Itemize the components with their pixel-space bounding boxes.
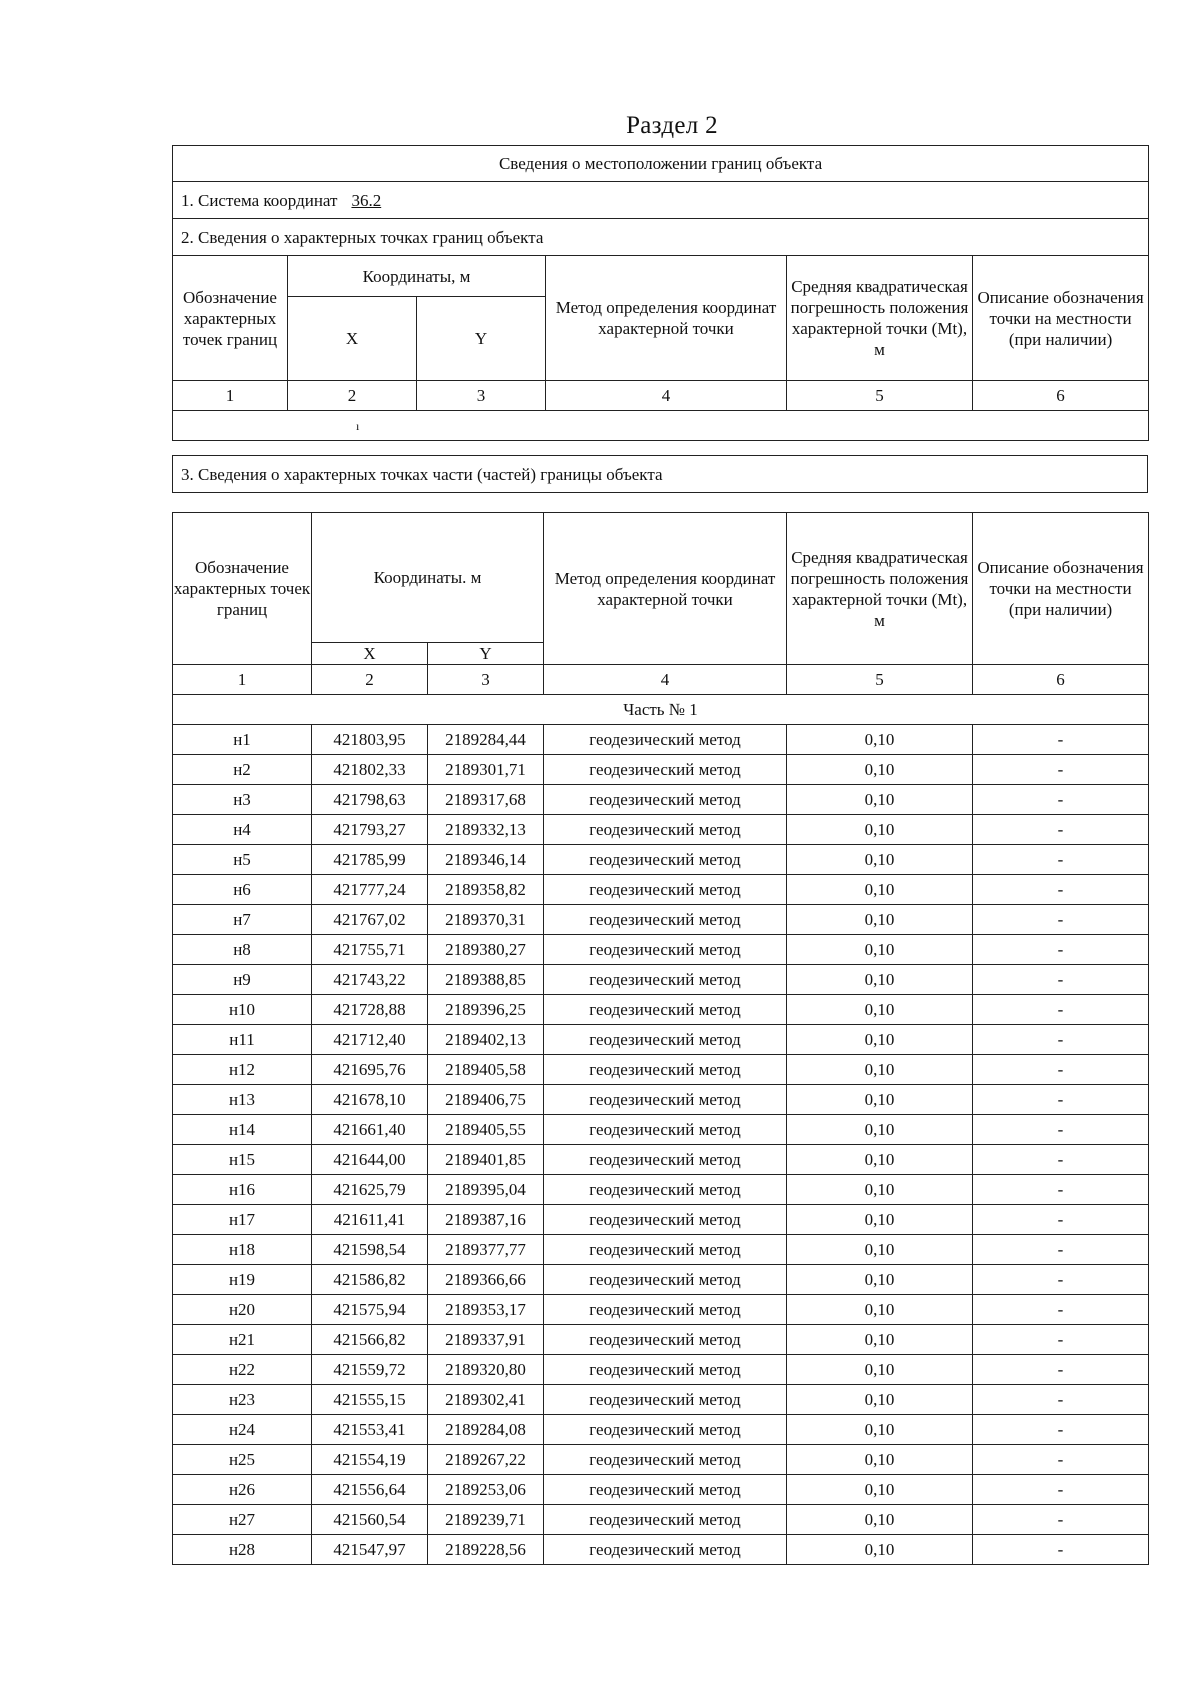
point-x: 421743,22 (312, 965, 428, 995)
point-description: - (973, 1025, 1149, 1055)
point-error: 0,10 (787, 755, 973, 785)
point-method: геодезический метод (544, 1415, 787, 1445)
point-error: 0,10 (787, 1385, 973, 1415)
table-row (173, 725, 1149, 755)
point-y: 2189353,17 (428, 1295, 544, 1325)
point-description: - (973, 755, 1149, 785)
point-x: 421798,63 (312, 785, 428, 815)
point-method: геодезический метод (544, 875, 787, 905)
header-error: Средняя квадратическая погрешность положения характерной точки (Mt), м (787, 513, 973, 665)
point-description: - (973, 935, 1149, 965)
point-error: 0,10 (787, 1505, 973, 1535)
table-row (173, 1235, 1149, 1265)
point-error: 0,10 (787, 1535, 973, 1565)
table-row (173, 1535, 1149, 1565)
table-row (173, 875, 1149, 905)
point-y: 2189320,80 (428, 1355, 544, 1385)
table-row (173, 1355, 1149, 1385)
point-id: н14 (173, 1115, 312, 1145)
point-method: геодезический метод (544, 935, 787, 965)
table-row (173, 1475, 1149, 1505)
section3-heading-box (172, 455, 1148, 493)
point-method: геодезический метод (544, 725, 787, 755)
point-x: 421586,82 (312, 1265, 428, 1295)
point-method: геодезический метод (544, 1445, 787, 1475)
header-coords: Координаты, м (288, 256, 546, 297)
point-error: 0,10 (787, 1475, 973, 1505)
table-row (173, 905, 1149, 935)
point-description: - (973, 1175, 1149, 1205)
point-error: 0,10 (787, 1235, 973, 1265)
point-x: 421712,40 (312, 1025, 428, 1055)
point-error: 0,10 (787, 905, 973, 935)
point-x: 421575,94 (312, 1295, 428, 1325)
point-id: н8 (173, 935, 312, 965)
point-y: 2189380,27 (428, 935, 544, 965)
point-error: 0,10 (787, 1175, 973, 1205)
point-id: н17 (173, 1205, 312, 1235)
point-description: - (973, 1115, 1149, 1145)
point-id: н12 (173, 1055, 312, 1085)
point-description: - (973, 1265, 1149, 1295)
table-row (173, 1415, 1149, 1445)
table-row (173, 815, 1149, 845)
col-number: 1 (173, 665, 312, 695)
col-number: 2 (312, 665, 428, 695)
point-y: 2189346,14 (428, 845, 544, 875)
point-method: геодезический метод (544, 755, 787, 785)
point-y: 2189228,56 (428, 1535, 544, 1565)
point-method: геодезический метод (544, 1385, 787, 1415)
point-id: н26 (173, 1475, 312, 1505)
point-method: геодезический метод (544, 995, 787, 1025)
point-error: 0,10 (787, 845, 973, 875)
point-y: 2189337,91 (428, 1325, 544, 1355)
point-description: - (973, 1475, 1149, 1505)
header-description: Описание обозначения точки на местности (при наличии) (973, 256, 1149, 381)
point-description: - (973, 1505, 1149, 1535)
point-x: 421803,95 (312, 725, 428, 755)
point-description: - (973, 1235, 1149, 1265)
point-error: 0,10 (787, 1265, 973, 1295)
table-row (173, 965, 1149, 995)
table-row (173, 1265, 1149, 1295)
point-y: 2189402,13 (428, 1025, 544, 1055)
col-number: 6 (973, 381, 1149, 411)
point-error: 0,10 (787, 1025, 973, 1055)
header-y: Y (428, 643, 544, 665)
point-method: геодезический метод (544, 785, 787, 815)
point-error: 0,10 (787, 1055, 973, 1085)
point-x: 421555,15 (312, 1385, 428, 1415)
table-row (173, 845, 1149, 875)
point-id: н27 (173, 1505, 312, 1535)
header-designation: Обозначение характерных точек границ (173, 256, 288, 381)
point-description: - (973, 1355, 1149, 1385)
point-y: 2189406,75 (428, 1085, 544, 1115)
point-id: н19 (173, 1265, 312, 1295)
empty-row (173, 411, 1149, 441)
col-number: 5 (787, 381, 973, 411)
header-error: Средняя квадратическая погрешность положения характерной точки (Mt), м (787, 256, 973, 381)
point-description: - (973, 1325, 1149, 1355)
points-table-body (173, 725, 1149, 1565)
point-id: н6 (173, 875, 312, 905)
section-heading: Сведения о местоположении границ объекта (173, 146, 1149, 182)
point-x: 421785,99 (312, 845, 428, 875)
point-x: 421559,72 (312, 1355, 428, 1385)
point-method: геодезический метод (544, 1325, 787, 1355)
point-method: геодезический метод (544, 1535, 787, 1565)
point-y: 2189388,85 (428, 965, 544, 995)
point-y: 2189396,25 (428, 995, 544, 1025)
coord-system-row (173, 182, 1149, 219)
point-description: - (973, 1055, 1149, 1085)
point-method: геодезический метод (544, 845, 787, 875)
point-description: - (973, 1415, 1149, 1445)
point-description: - (973, 995, 1149, 1025)
point-method: геодезический метод (544, 1175, 787, 1205)
point-description: - (973, 785, 1149, 815)
point-method: геодезический метод (544, 1085, 787, 1115)
point-id: н20 (173, 1295, 312, 1325)
point-method: геодезический метод (544, 1055, 787, 1085)
point-description: - (973, 1205, 1149, 1235)
point-method: геодезический метод (544, 1235, 787, 1265)
table-row (173, 755, 1149, 785)
point-error: 0,10 (787, 1325, 973, 1355)
point-description: - (973, 1145, 1149, 1175)
point-y: 2189405,55 (428, 1115, 544, 1145)
col-number: 4 (546, 381, 787, 411)
boundary-info-table (172, 145, 1149, 441)
point-x: 421777,24 (312, 875, 428, 905)
point-y: 2189387,16 (428, 1205, 544, 1235)
point-description: - (973, 965, 1149, 995)
table-row (173, 1325, 1149, 1355)
point-description: - (973, 1295, 1149, 1325)
point-y: 2189401,85 (428, 1145, 544, 1175)
point-id: н13 (173, 1085, 312, 1115)
coord-system-label: 1. Система координат (181, 190, 338, 210)
point-method: геодезический метод (544, 1295, 787, 1325)
point-error: 0,10 (787, 1205, 973, 1235)
point-x: 421728,88 (312, 995, 428, 1025)
table-row (173, 1445, 1149, 1475)
table-row (173, 1145, 1149, 1175)
point-description: - (973, 815, 1149, 845)
point-description: - (973, 845, 1149, 875)
point-method: геодезический метод (544, 1355, 787, 1385)
point-method: геодезический метод (544, 1265, 787, 1295)
point-y: 2189358,82 (428, 875, 544, 905)
point-error: 0,10 (787, 965, 973, 995)
point-x: 421802,33 (312, 755, 428, 785)
point-id: н23 (173, 1385, 312, 1415)
point-description: - (973, 875, 1149, 905)
table-row (173, 785, 1149, 815)
point-id: н24 (173, 1415, 312, 1445)
point-description: - (973, 1385, 1149, 1415)
point-y: 2189253,06 (428, 1475, 544, 1505)
point-method: геодезический метод (544, 815, 787, 845)
header-x: X (312, 643, 428, 665)
point-id: н5 (173, 845, 312, 875)
point-y: 2189377,77 (428, 1235, 544, 1265)
col-number: 3 (428, 665, 544, 695)
table-row (173, 1025, 1149, 1055)
point-id: н21 (173, 1325, 312, 1355)
header-method: Метод определения координат характерной точки (546, 256, 787, 381)
point-y: 2189395,04 (428, 1175, 544, 1205)
point-x: 421793,27 (312, 815, 428, 845)
point-method: геодезический метод (544, 965, 787, 995)
point-id: н7 (173, 905, 312, 935)
table-row (173, 1205, 1149, 1235)
point-error: 0,10 (787, 1355, 973, 1385)
part-label: Часть № 1 (173, 695, 1149, 725)
header-designation: Обозначение характерных точек границ (173, 513, 312, 665)
part-points-table (172, 512, 1149, 1565)
point-error: 0,10 (787, 815, 973, 845)
header-y: Y (417, 297, 546, 381)
point-id: н1 (173, 725, 312, 755)
point-id: н2 (173, 755, 312, 785)
point-error: 0,10 (787, 1295, 973, 1325)
point-id: н9 (173, 965, 312, 995)
point-y: 2189317,68 (428, 785, 544, 815)
point-error: 0,10 (787, 875, 973, 905)
point-id: н16 (173, 1175, 312, 1205)
point-id: н18 (173, 1235, 312, 1265)
point-y: 2189366,66 (428, 1265, 544, 1295)
point-x: 421767,02 (312, 905, 428, 935)
point-id: н10 (173, 995, 312, 1025)
point-method: геодезический метод (544, 1025, 787, 1055)
table-row (173, 935, 1149, 965)
table-row (173, 1385, 1149, 1415)
point-y: 2189284,44 (428, 725, 544, 755)
table-row (173, 1115, 1149, 1145)
point-method: геодезический метод (544, 1115, 787, 1145)
point-id: н3 (173, 785, 312, 815)
point-description: - (973, 905, 1149, 935)
page-title: Раздел 2 (626, 112, 718, 139)
point-y: 2189332,13 (428, 815, 544, 845)
col-number: 3 (417, 381, 546, 411)
point-error: 0,10 (787, 1085, 973, 1115)
col-number: 2 (288, 381, 417, 411)
point-id: н11 (173, 1025, 312, 1055)
point-error: 0,10 (787, 995, 973, 1025)
point-x: 421553,41 (312, 1415, 428, 1445)
header-x: X (288, 297, 417, 381)
point-description: - (973, 1445, 1149, 1475)
point-x: 421554,19 (312, 1445, 428, 1475)
point-error: 0,10 (787, 1415, 973, 1445)
point-method: геодезический метод (544, 1145, 787, 1175)
col-number: 6 (973, 665, 1149, 695)
point-x: 421566,82 (312, 1325, 428, 1355)
point-error: 0,10 (787, 1115, 973, 1145)
point-error: 0,10 (787, 785, 973, 815)
table-row (173, 1175, 1149, 1205)
point-x: 421611,41 (312, 1205, 428, 1235)
point-y: 2189302,41 (428, 1385, 544, 1415)
point-method: геодезический метод (544, 905, 787, 935)
col-number: 4 (544, 665, 787, 695)
point-x: 421547,97 (312, 1535, 428, 1565)
table-row (173, 1055, 1149, 1085)
header-coords: Координаты. м (312, 513, 544, 643)
point-x: 421625,79 (312, 1175, 428, 1205)
point-id: н4 (173, 815, 312, 845)
coord-system-value: 36.2 (351, 190, 382, 210)
point-y: 2189267,22 (428, 1445, 544, 1475)
point-error: 0,10 (787, 1445, 973, 1475)
table-row (173, 1505, 1149, 1535)
point-error: 0,10 (787, 935, 973, 965)
section3-heading: 3. Сведения о характерных точках части (частей) границы объекта (173, 456, 1148, 493)
empty-row-mark: ı (356, 419, 360, 433)
point-y: 2189239,71 (428, 1505, 544, 1535)
point-method: геодезический метод (544, 1475, 787, 1505)
point-y: 2189370,31 (428, 905, 544, 935)
point-x: 421556,64 (312, 1475, 428, 1505)
point-id: н28 (173, 1535, 312, 1565)
point-error: 0,10 (787, 725, 973, 755)
table-row (173, 1295, 1149, 1325)
points-heading: 2. Сведения о характерных точках границ объекта (173, 219, 1149, 256)
point-y: 2189284,08 (428, 1415, 544, 1445)
point-description: - (973, 1535, 1149, 1565)
point-x: 421755,71 (312, 935, 428, 965)
point-id: н22 (173, 1355, 312, 1385)
point-method: геодезический метод (544, 1505, 787, 1535)
col-number: 1 (173, 381, 288, 411)
point-method: геодезический метод (544, 1205, 787, 1235)
point-error: 0,10 (787, 1145, 973, 1175)
point-id: н25 (173, 1445, 312, 1475)
header-method: Метод определения координат характерной точки (544, 513, 787, 665)
point-x: 421644,00 (312, 1145, 428, 1175)
point-description: - (973, 725, 1149, 755)
table-row (173, 995, 1149, 1025)
point-x: 421598,54 (312, 1235, 428, 1265)
table-row (173, 1085, 1149, 1115)
point-x: 421678,10 (312, 1085, 428, 1115)
point-y: 2189301,71 (428, 755, 544, 785)
header-description: Описание обозначения точки на местности (при наличии) (973, 513, 1149, 665)
point-x: 421560,54 (312, 1505, 428, 1535)
point-x: 421695,76 (312, 1055, 428, 1085)
point-id: н15 (173, 1145, 312, 1175)
point-x: 421661,40 (312, 1115, 428, 1145)
col-number: 5 (787, 665, 973, 695)
point-y: 2189405,58 (428, 1055, 544, 1085)
point-description: - (973, 1085, 1149, 1115)
